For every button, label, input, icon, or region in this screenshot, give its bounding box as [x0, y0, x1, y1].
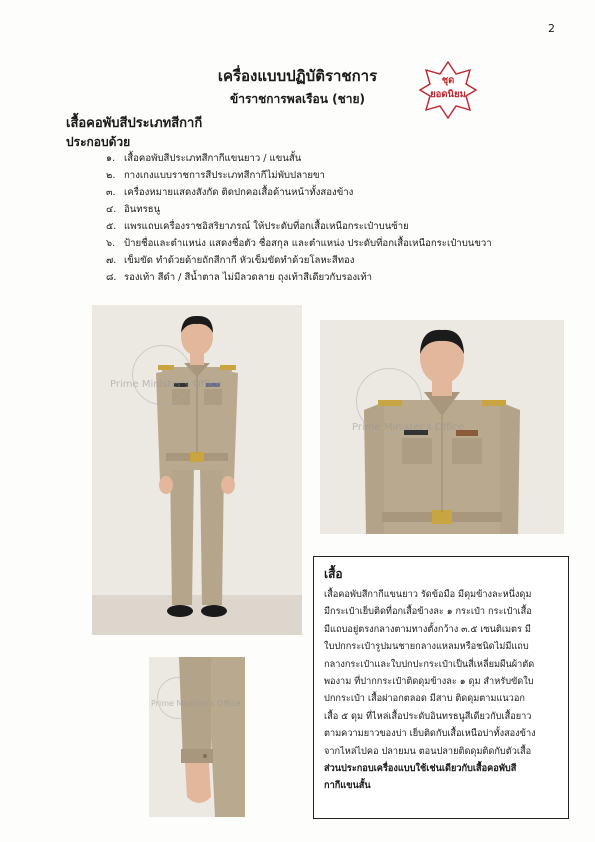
shirt-description-box	[313, 556, 569, 819]
components-list	[106, 150, 492, 286]
section-heading: เสื้อคอพับสีประเภทสีกากี	[66, 116, 203, 131]
description-line: พองาม ที่ปากกระเป๋าติดดุมข้างละ ๑ ดุม สำหรับขัดใบ	[324, 676, 534, 688]
item-number: ๓.	[106, 187, 116, 198]
document-subtitle: ข้าราชการพลเรือน (ชาย)	[230, 92, 365, 106]
item-number: ๘.	[106, 272, 117, 283]
list-item	[106, 201, 492, 218]
watermark-text: Prime Minister's Office	[352, 422, 465, 433]
description-line: เสื้อ ๕ ดุม ที่ไหล่เสื้อประดับอินทรธนูสีเดียวกับเสื้อยาว	[324, 710, 532, 722]
item-text: กางเกงแบบราชการสีประเภทสีกากีไม่พับปลายขา	[124, 170, 325, 181]
description-line: จากไหล่ไปคอ ปลายมน ตอนปลายติดดุมติดกับตัวเสื้อ	[324, 745, 532, 757]
list-item	[106, 218, 492, 235]
sleeve-cuff-photo	[149, 657, 245, 817]
item-number: ๔.	[106, 204, 117, 215]
item-number: ๒.	[106, 170, 116, 181]
item-text: ป้ายชื่อและตำแหน่ง แสดงชื่อตัว ชื่อสกุล และตำแหน่ง ประดับที่อกเสื้อเหนือกระเป๋าบนขวา	[124, 238, 492, 249]
item-number: ๗.	[106, 255, 117, 266]
item-text: เครื่องหมายแสดงสังกัด ติดปกคอเสื้อด้านหน้าทั้งสองข้าง	[124, 187, 354, 198]
description-footer	[324, 760, 558, 795]
watermark-seal	[132, 345, 192, 405]
page-number: 2	[548, 22, 555, 35]
description-line: เสื้อคอพับสีกากีแขนยาว รัดข้อมือ มีดุมข้างละหนึ่งดุม	[324, 589, 532, 600]
list-item	[106, 235, 492, 252]
footer-line: ส่วนประกอบเครื่องแบบใช้เช่นเดียวกับเสื้อคอพับสี	[324, 763, 517, 775]
description-line: กลางกระเป๋าและใบปกปะกระเป๋าเป็นสี่เหลี่ยมผืนผ้าตัด	[324, 658, 535, 670]
badge-line-1: ชุด	[441, 75, 455, 86]
item-number: ๕.	[106, 221, 117, 232]
item-text: แพรแถบเครื่องราชอิสริยาภรณ์ ให้ประดับที่อกเสื้อเหนือกระเป๋าบนซ้าย	[124, 221, 409, 232]
description-line: ตามความยาวของบ่า เย็บติดกับเสื้อเหนือบ่าทั้งสองข้าง	[324, 728, 536, 740]
badge-line-2: ยอดนิยม	[430, 89, 466, 100]
popular-set-badge	[418, 60, 478, 120]
description-body	[324, 586, 558, 760]
components-heading: ประกอบด้วย	[66, 135, 131, 149]
watermark-text: Prime Minister's Office	[151, 699, 241, 708]
sleeve-cuff-illustration	[149, 657, 245, 817]
man-standing-illustration	[92, 305, 302, 635]
description-line: มีแถบอยู่ตรงกลางตามทางตั้งกว้าง ๓.๕ เซนติเมตร มี	[324, 623, 531, 635]
document-title: เครื่องแบบปฏิบัติราชการ	[217, 67, 378, 85]
list-item	[106, 184, 492, 201]
description-line: ใบปกกระเป๋ารูปมนชายกลางแหลมหรือชนิดไม่มีแถบ	[324, 641, 529, 653]
watermark-seal	[157, 677, 199, 719]
description-heading: เสื้อ	[324, 567, 343, 581]
list-item	[106, 252, 492, 269]
item-text: รองเท้า สีดำ / สีน้ำตาล ไม่มีลวดลาย ถุงเท้าสีเดียวกับรองเท้า	[124, 272, 373, 283]
list-item	[106, 150, 492, 167]
item-text: เข็มขัด ทำด้วยด้ายถักสีกากี หัวเข็มขัดทำด้วยโลหะสีทอง	[124, 255, 355, 266]
item-text: อินทรธนู	[124, 204, 161, 215]
list-item	[106, 269, 492, 286]
item-text: เสื้อคอพับสีประเภทสีกากีแขนยาว / แขนสั้น	[124, 153, 302, 164]
upper-body-uniform-photo	[320, 320, 564, 534]
watermark-text: Prime Minister's Office	[110, 379, 223, 390]
full-length-uniform-photo	[92, 305, 302, 635]
item-number: ๑.	[106, 153, 116, 164]
item-number: ๖.	[106, 238, 116, 249]
description-line: มีกระเป๋าเย็บติดที่อกเสื้อข้างละ ๑ กระเป๋า กระเป๋าเสื้อ	[324, 606, 532, 618]
footer-line: กากีแขนสั้น	[324, 780, 371, 792]
list-item	[106, 167, 492, 184]
description-line: ปกกระเป๋า เสื้อผ่าอกตลอด มีสาบ ติดดุมตามแนวอก	[324, 693, 525, 705]
